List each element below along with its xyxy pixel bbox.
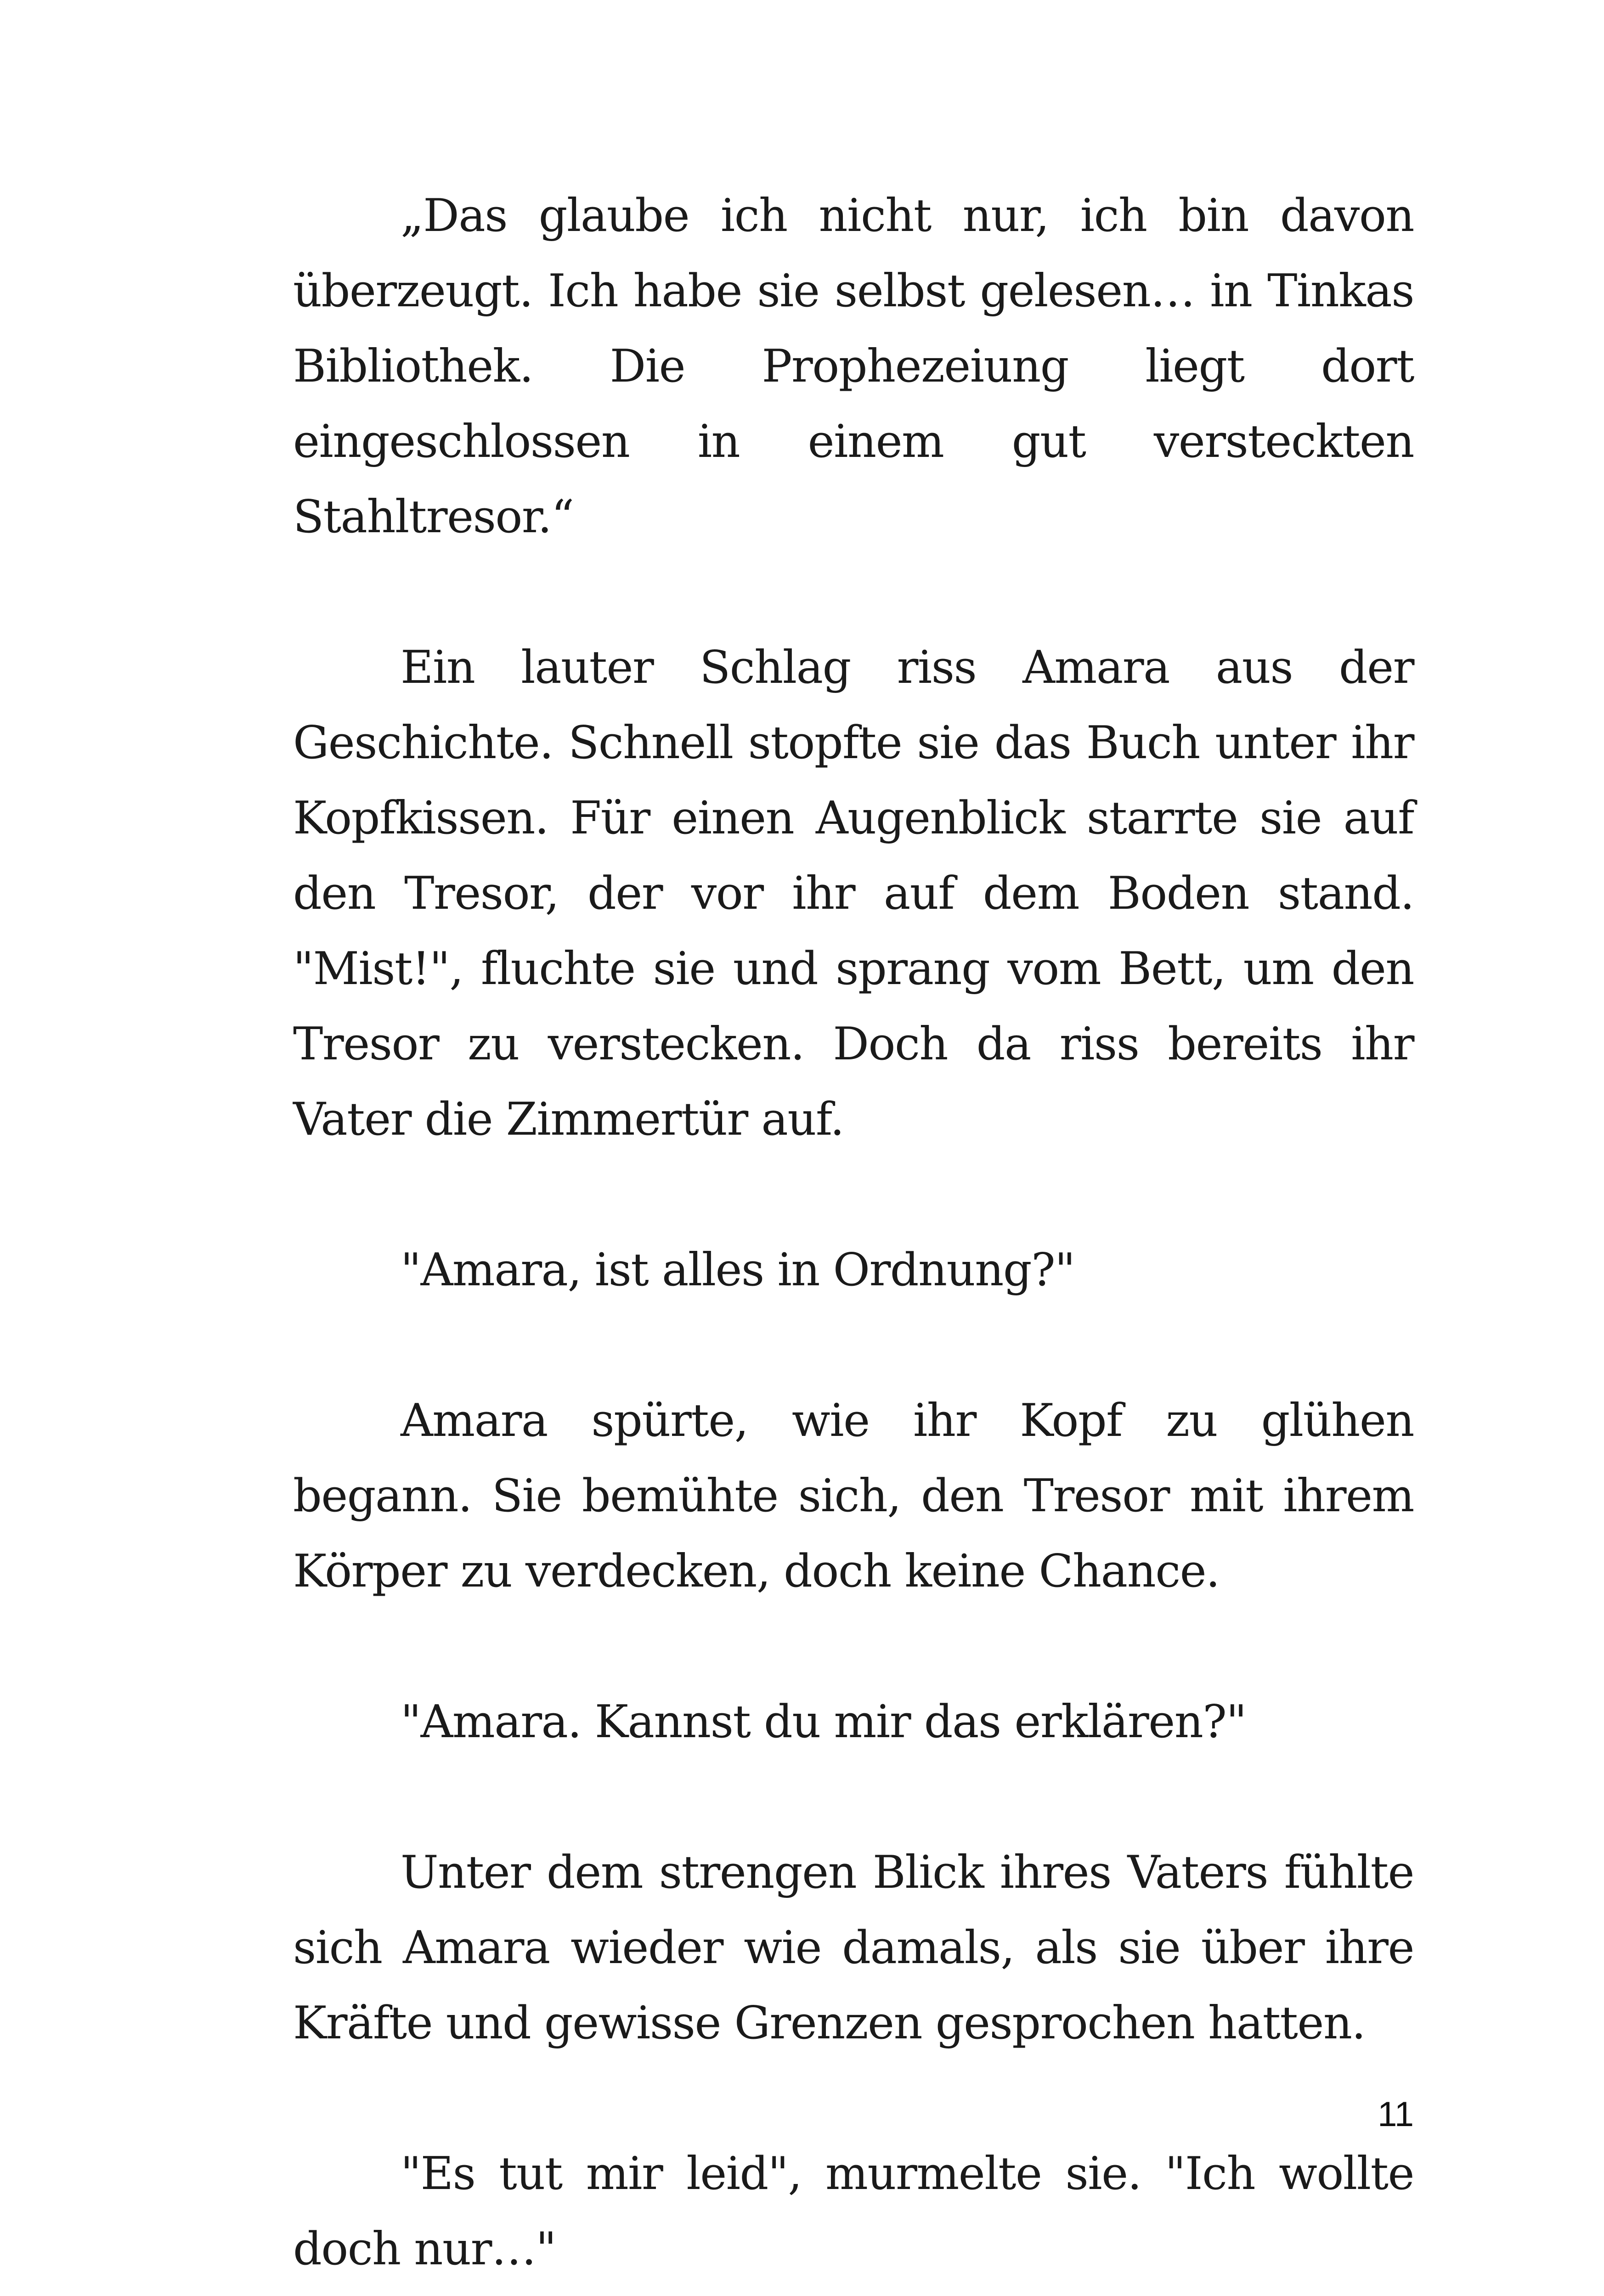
paragraph-7: "Es tut mir leid", murmelte sie. "Ich wollte doch nur…"	[293, 2148, 1414, 2275]
page-number: 11	[1378, 2095, 1414, 2134]
paragraph-5: "Amara. Kannst du mir das erklären?"	[401, 1696, 1246, 1748]
paragraph-3: "Amara, ist alles in Ordnung?"	[401, 1244, 1075, 1296]
paragraph-2: Ein lauter Schlag riss Amara aus der Geschichte. Schnell stopfte sie das Buch unter ihr Kopfkissen. Für einen Augenblick starrte sie auf den Tresor, der vor ihr auf dem Boden stand. "Mist!", fluchte sie und sprang vom Bett, um den Tresor zu verstecken. Doch da riss bereits ihr Vater die Zimmertür auf.	[293, 642, 1414, 1146]
paragraph-4: Amara spürte, wie ihr Kopf zu glühen begann. Sie bemühte sich, den Tresor mit ihrem Körper zu verdecken, doch keine Chance.	[293, 1395, 1414, 1598]
paragraph-1: „Das glaube ich nicht nur, ich bin davon überzeugt. Ich habe sie selbst gelesen… in Tinkas Bibliothek. Die Prophezeiung liegt dort eingeschlossen in einem gut versteckten Stahltresor.“	[293, 190, 1414, 543]
body-text	[293, 178, 1414, 2296]
paragraph-6: Unter dem strengen Blick ihres Vaters fühlte sich Amara wieder wie damals, als sie über ihre Kräfte und gewisse Grenzen gesprochen hatten.	[293, 1846, 1414, 2049]
